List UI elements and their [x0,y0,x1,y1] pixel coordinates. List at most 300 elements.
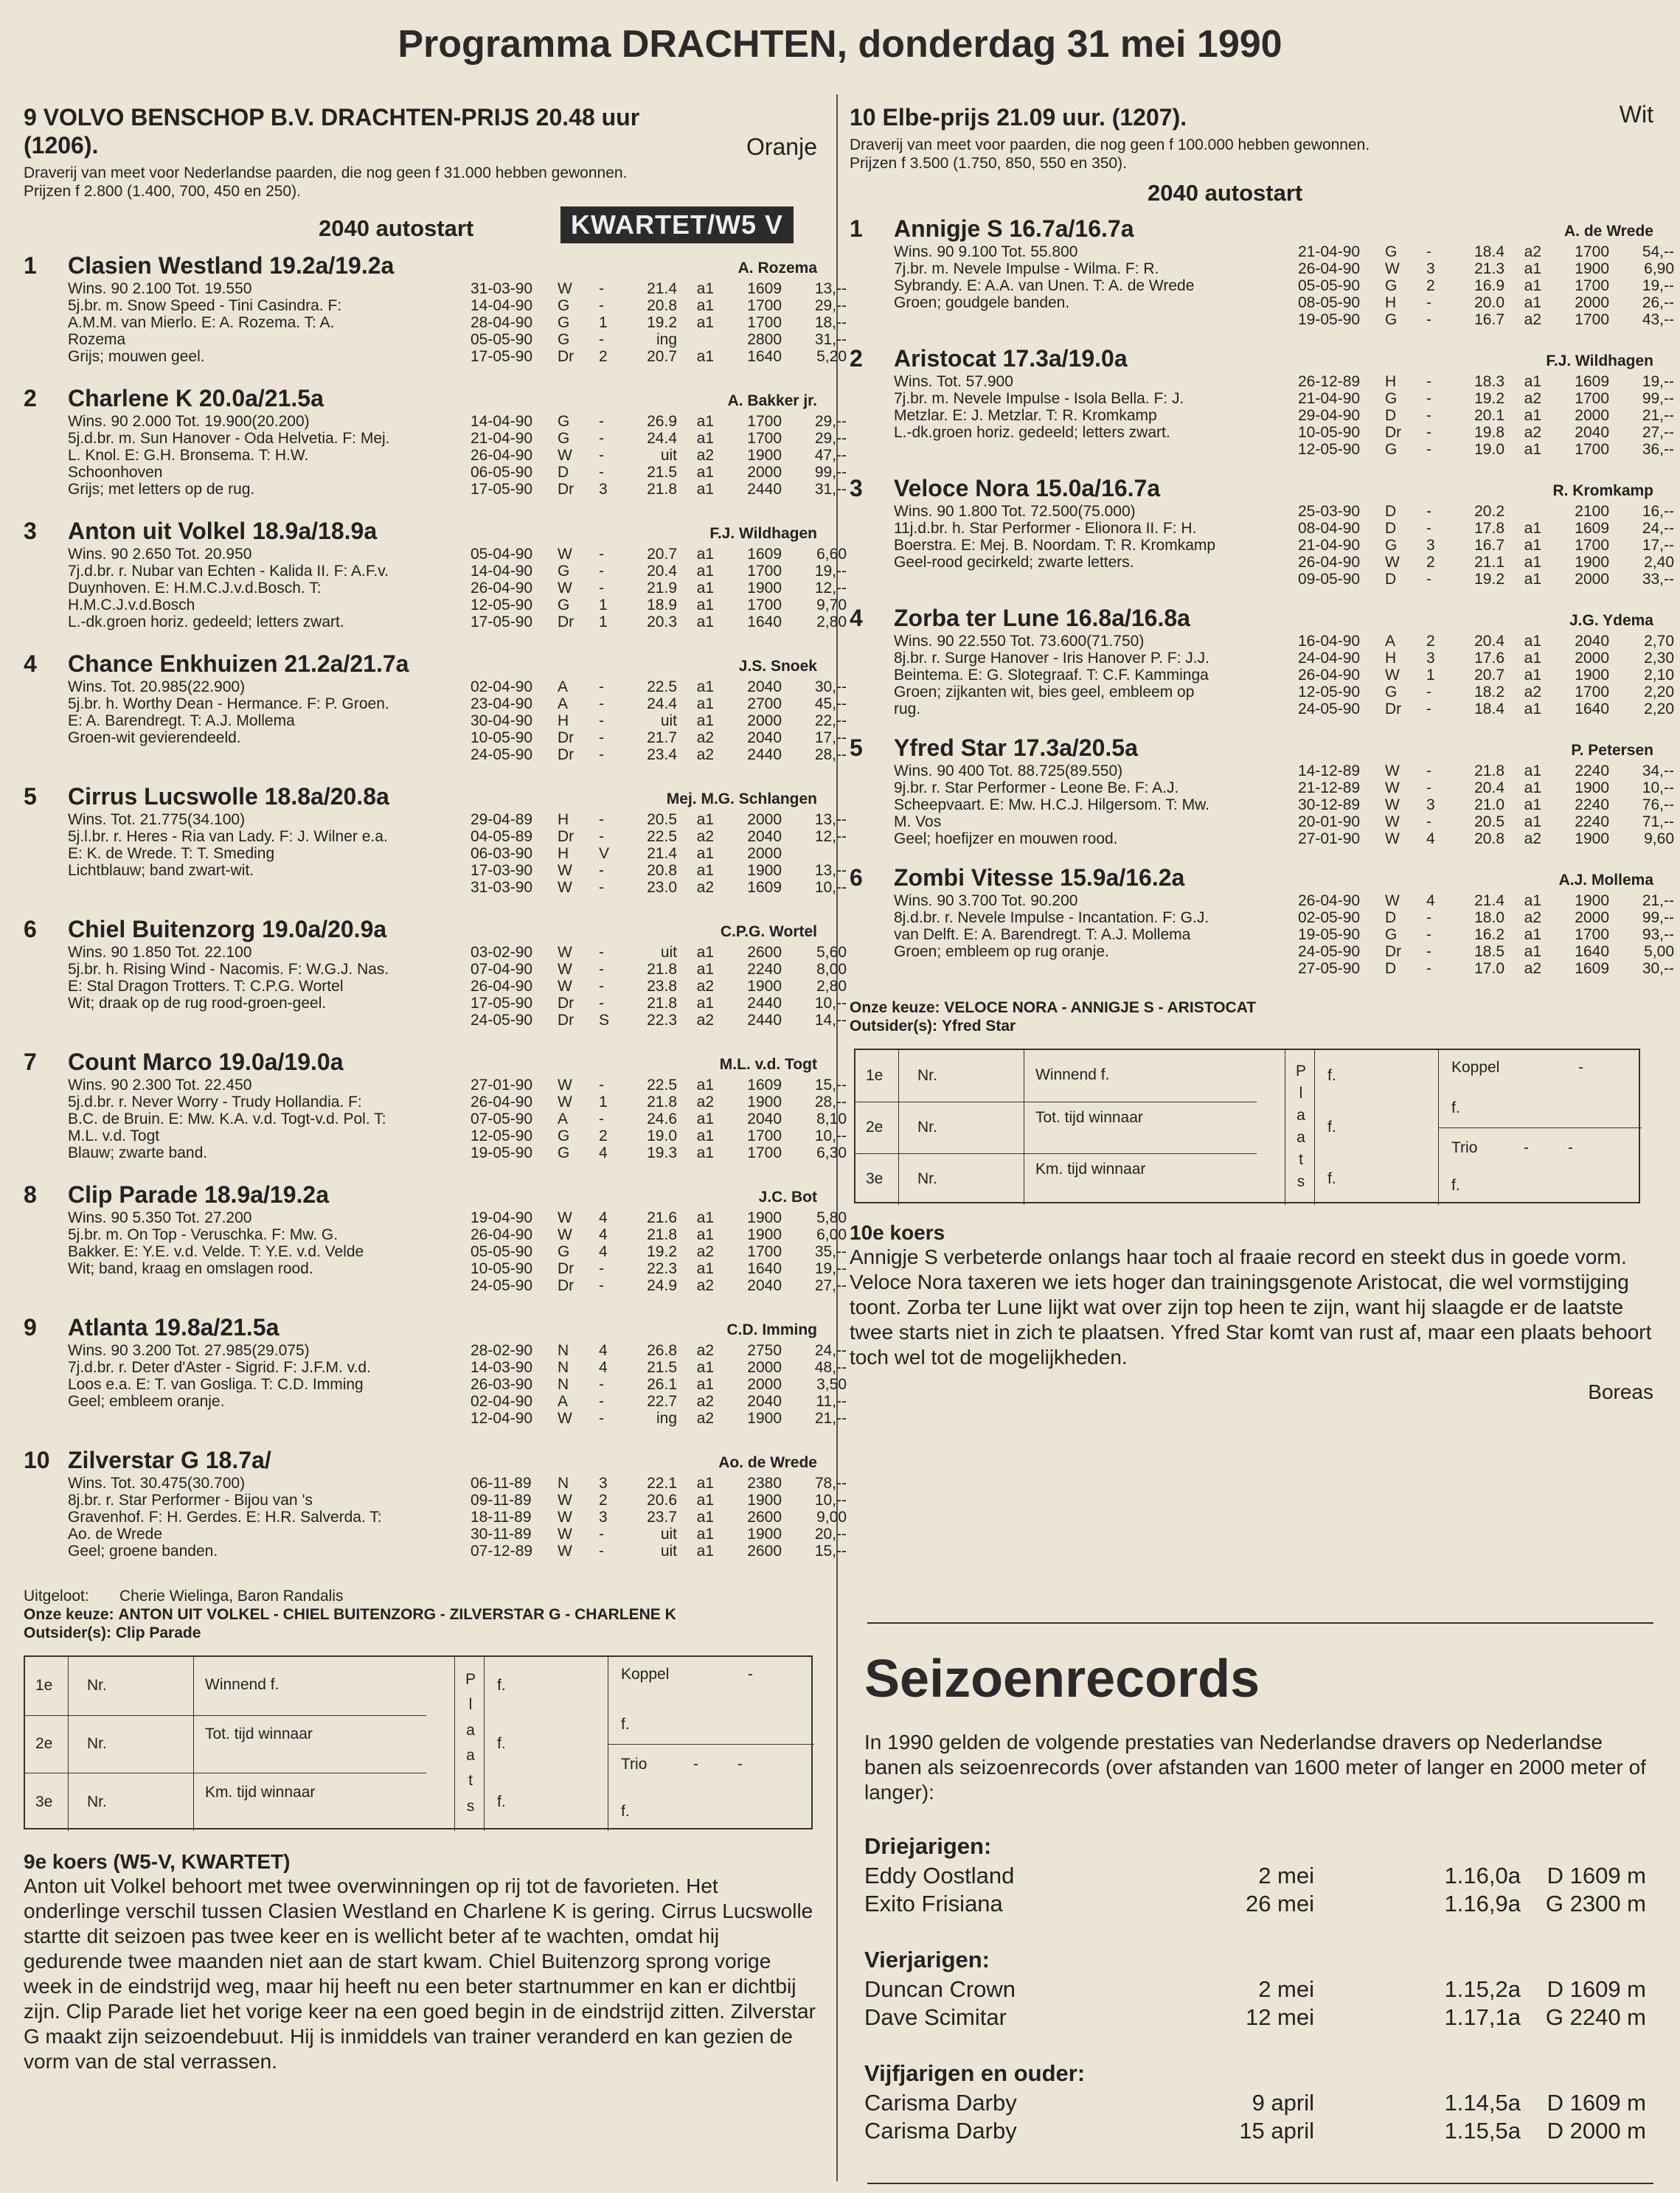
result-cell: - [599,430,604,447]
result-cell: 2100 [1575,503,1609,520]
record-meters: 1609 m [1569,1976,1646,2002]
result-cell: a2 [696,1094,714,1111]
result-cell: 21,-- [1642,892,1674,909]
result-cell: 6,60 [816,546,847,563]
result-cell: 76,-- [1642,796,1674,813]
horse-info-line: L.-dk.groen horiz. gedeeld; letters zwart. [68,614,344,630]
result-cell: 99,-- [1642,390,1674,407]
result-row [471,348,847,365]
result-cell: 05-04-90 [471,546,533,563]
plaats-letter: t [1299,1151,1303,1168]
result-cell: 19-05-90 [471,1144,533,1161]
horse-info-line: Wins. Tot. 57.900 [894,373,1013,390]
result-cell: 2 [1426,633,1435,650]
result-cell: 19,-- [1642,373,1674,390]
result-cell: a1 [696,314,714,331]
box-row-line [25,1715,426,1716]
result-cell: 26-04-90 [471,1094,533,1111]
result-cell: - [1426,684,1431,701]
record-distance [1521,2004,1646,2031]
horse-info-line: 8j.br. r. Star Performer - Bijou van 's [68,1492,313,1509]
result-cell: 05-05-90 [471,331,533,348]
result-row [1298,503,1674,520]
result-cell: a1 [1524,926,1541,943]
trio-label: Trio [1451,1139,1478,1156]
result-cell: 1700 [747,413,782,430]
result-cell: 2380 [747,1475,782,1492]
record-time: 1.15,2a [1444,1976,1521,2002]
record-category: Vierjarigen: [864,1947,990,1973]
result-cell: 26-12-89 [1298,373,1361,390]
horse-info-line: Bakker. E: Y.E. v.d. Velde. T: Y.E. v.d. Velde [68,1243,364,1260]
result-row [1298,779,1674,796]
result-cell: 27-01-90 [471,1077,533,1094]
result-cell: 78,-- [814,1475,847,1492]
result-cell: 1900 [747,1410,782,1427]
result-cell: 6,30 [816,1144,847,1161]
result-row [1298,554,1674,571]
result-cell: 19.8 [1474,424,1504,441]
result-cell: a1 [696,430,714,447]
result-cell: 21.6 [647,1209,677,1226]
result-cell: 4 [599,1243,608,1260]
horse-driver: A. Rozema [737,260,817,277]
result-cell: 18.2 [1474,684,1504,701]
result-cell: - [1426,311,1431,328]
horse-name: Anton uit Volkel 18.9a/18.9a [68,518,378,544]
horse-entry [850,345,1674,468]
horse-results [471,1209,847,1294]
result-cell: Dr [558,348,575,365]
horse-number: 3 [850,475,863,501]
result-cell: a1 [696,297,714,314]
result-cell: 20.4 [1474,633,1504,650]
box-right-divider [1438,1127,1642,1128]
result-cell: 34,-- [1642,762,1674,779]
result-cell: 06-03-90 [471,845,533,862]
uitgeloot-label: Uitgeloot: [24,1588,89,1605]
horse-info-line: H.M.C.J.v.d.Bosch [68,597,195,614]
result-cell: 2600 [747,1509,782,1526]
horse-results [471,546,847,630]
horse-info-line: L.-dk.groen horiz. gedeeld; letters zwart. [894,424,1170,441]
result-cell: - [1426,294,1431,311]
record-meters: 2300 m [1569,1891,1646,1916]
result-row [1298,813,1674,830]
result-cell: 24,-- [814,1342,847,1359]
result-row [1298,926,1674,943]
result-cell: 06-11-89 [471,1475,532,1492]
result-cell: - [599,413,604,430]
result-cell: S [599,1012,610,1029]
result-cell: 20.4 [1474,779,1504,796]
horse-info-line: Blauw; zwarte band. [68,1144,208,1161]
record-track: D [1547,1863,1563,1888]
result-cell: a2 [696,1243,714,1260]
result-row [471,481,847,498]
result-cell: a1 [1524,667,1541,684]
result-cell: 24.4 [647,695,677,712]
result-cell: 29-04-90 [1298,407,1361,424]
result-cell: N [558,1359,569,1376]
record-time: 1.14,5a [1444,2090,1521,2116]
result-cell: 26-04-90 [1298,667,1361,684]
result-cell: Dr [558,1260,575,1277]
result-cell: 31-03-90 [471,280,533,297]
result-row [471,546,847,563]
race-9-title-line2: (1206). [24,132,99,159]
plaats-letter: a [466,1721,475,1739]
result-cell: a2 [1524,243,1541,260]
result-cell: a1 [1524,796,1541,813]
race-9-desc-line2: Prijzen f 2.800 (1.400, 700, 450 en 250). [24,183,301,200]
result-cell: 17-05-90 [471,348,533,365]
result-cell: 26-03-90 [471,1376,533,1393]
result-cell: - [1426,571,1431,588]
horse-info-line: Wins. 90 1.850 Tot. 22.100 [68,944,252,961]
horse-name: Aristocat 17.3a/19.0a [894,345,1128,372]
horse-info-line: Geel; hoefijzer en mouwen rood. [894,830,1118,847]
record-time: 1.16,9a [1444,1891,1521,1916]
horse-name: Atlanta 19.8a/21.5a [68,1314,280,1341]
result-cell: 29-04-89 [471,811,533,828]
horse-name: Chiel Buitenzorg 19.0a/20.9a [68,916,387,942]
result-cell: 1700 [747,297,782,314]
result-row [1298,243,1674,260]
result-cell: 16.9 [1474,277,1504,294]
result-cell: - [599,1277,604,1294]
result-cell: - [599,280,604,297]
horse-info-line: Wins. 90 2.100 Tot. 19.550 [68,280,252,297]
horse-entry [24,1314,847,1439]
horse-results [1298,762,1674,847]
koppel-f: f. [1451,1099,1460,1116]
result-row [471,961,847,978]
result-cell: 20.7 [647,348,677,365]
result-cell: a2 [1524,960,1541,977]
result-cell: - [599,862,604,879]
result-cell: 16.7 [1474,311,1504,328]
result-cell: G [558,1127,570,1144]
result-cell: 07-12-89 [471,1543,533,1560]
result-cell: 26,-- [1642,294,1674,311]
result-row [471,1012,847,1029]
result-cell: Dr [558,1012,575,1029]
box-plaats [462,1667,479,1819]
record-category: Driejarigen: [864,1833,992,1859]
horse-entry [850,215,1674,338]
horse-info-line: Wins. 90 2.300 Tot. 22.450 [68,1077,252,1094]
horse-info-line: 5j.br. h. Rising Wind - Nacomis. F: W.G.J. Nas. [68,961,389,978]
result-cell: H [1385,373,1397,390]
result-cell: 22.7 [647,1393,677,1410]
result-cell: 4 [599,1359,608,1376]
horse-name: Clip Parade 18.9a/19.2a [68,1181,329,1208]
result-row [471,1094,847,1111]
result-cell: W [558,1543,572,1560]
result-cell: - [599,1376,604,1393]
result-cell: 3 [1426,260,1435,277]
horse-info-line: Groen; zijkanten wit, bies geel, embleem op [894,684,1195,701]
result-cell: 21.8 [647,1094,677,1111]
result-cell: 20.4 [647,563,677,580]
result-cell: - [1426,503,1431,520]
result-cell: 13,-- [814,811,847,828]
result-cell: 2 [599,1127,608,1144]
record-meters: 2240 m [1569,2004,1646,2030]
horse-name: Zilverstar G 18.7a/ [68,1447,271,1473]
result-cell: 21-12-89 [1298,779,1361,796]
result-row [471,1209,847,1226]
result-cell: 13,-- [814,280,847,297]
result-cell: a2 [1524,424,1541,441]
result-cell: D [1385,960,1397,977]
box-rank: 2e [866,1119,884,1136]
result-cell: 2000 [747,464,782,481]
result-cell: 26.9 [647,413,677,430]
horse-info-line: Grijs; mouwen geel. [68,348,205,365]
horse-name: Cirrus Lucswolle 18.8a/20.8a [68,783,389,810]
result-cell: 3 [599,481,608,498]
horse-entry [24,650,847,776]
result-cell: A [558,1393,569,1410]
result-cell: 22.5 [647,1077,677,1094]
result-cell [782,845,847,862]
result-cell: W [1385,779,1400,796]
record-horse: Duncan Crown [864,1976,1016,2002]
result-cell: a1 [696,546,714,563]
result-cell: a1 [1524,260,1541,277]
result-cell: a1 [696,1475,714,1492]
horse-name: Clasien Westland 19.2a/19.2a [68,252,395,279]
result-cell: 23.4 [647,746,677,763]
result-cell: 43,-- [1642,311,1674,328]
result-cell: G [558,597,570,614]
result-cell: Dr [1385,424,1402,441]
result-cell: 17-03-90 [471,862,533,879]
horse-info-line: Wins. 90 5.350 Tot. 27.200 [68,1209,252,1226]
result-cell: a2 [696,1342,714,1359]
result-cell: 2,20 [1644,701,1674,717]
result-cell: 21,-- [1642,407,1674,424]
horse-results [471,413,847,498]
result-cell: 12-05-90 [1298,684,1361,701]
result-cell: 47,-- [814,447,847,464]
result-cell: 2000 [747,1376,782,1393]
horse-info-line: Wins. 90 3.700 Tot. 90.200 [894,892,1078,909]
result-cell: G [558,297,570,314]
result-cell: 2440 [747,1012,782,1029]
result-cell: 30,-- [814,678,847,695]
race-10-commentary-title: 10e koers [850,1221,945,1244]
result-row [471,1526,847,1543]
result-row [471,1243,847,1260]
box-col-line [898,1050,899,1205]
horse-driver: C.P.G. Wortel [720,923,817,940]
race-9-column [24,103,847,2074]
result-row [471,712,847,729]
result-cell: - [599,1111,604,1127]
result-row [1298,943,1674,960]
result-cell: 2240 [1575,813,1609,830]
result-cell: 19.2 [647,1243,677,1260]
result-cell: 17.6 [1474,650,1504,667]
result-row [471,1144,847,1161]
result-cell: 24-05-90 [471,746,533,763]
result-cell: 1640 [747,348,782,365]
result-cell: 4 [1426,830,1435,847]
horse-info-line: Wins. Tot. 20.985(22.900) [68,678,246,695]
result-cell: 1700 [747,1127,782,1144]
result-cell: 20.8 [647,297,677,314]
result-cell: W [558,862,572,879]
result-cell: 09-11-89 [471,1492,532,1509]
result-cell: 10-05-90 [471,729,533,746]
horse-entry [24,1181,847,1307]
koppel-f: f. [621,1716,630,1733]
record-row [864,1891,1646,1917]
result-row [471,314,847,331]
result-cell: - [599,331,604,348]
section-divider-bottom [867,2183,1653,2184]
result-row [471,1376,847,1393]
result-cell: 2040 [1575,424,1609,441]
result-cell: 26-04-90 [1298,260,1361,277]
result-cell: 12-04-90 [471,1410,533,1427]
result-cell: W [558,944,572,961]
result-cell: 2000 [1575,407,1609,424]
result-cell: 20.3 [647,614,677,630]
result-row [1298,909,1674,926]
result-cell: 9,60 [1644,830,1674,847]
horse-info-line: 7j.br. m. Nevele Impulse - Wilma. F: R. [894,260,1159,277]
horse-name: Count Marco 19.0a/19.0a [68,1049,344,1075]
result-cell: 99,-- [1642,909,1674,926]
result-cell: a1 [696,1260,714,1277]
result-cell: H [1385,294,1397,311]
result-row [471,1226,847,1243]
result-cell: 19,-- [814,1260,847,1277]
box-f: f. [1327,1170,1336,1187]
result-row [471,280,847,297]
result-row [471,678,847,695]
result-cell: 2000 [1575,571,1609,588]
result-cell: 21.4 [1474,892,1504,909]
box-col-line [68,1657,69,1831]
horse-driver: Mej. M.G. Schlangen [666,790,817,807]
result-cell: 1700 [1575,390,1609,407]
result-cell: 05-05-90 [471,1243,533,1260]
result-cell: 1609 [747,1077,782,1094]
record-date: 2 mei [1258,1976,1314,2002]
result-cell: 10,-- [814,879,847,896]
result-cell: 19.2 [1474,571,1504,588]
box-f: f. [1327,1067,1336,1084]
result-cell: a1 [696,280,714,297]
result-cell: a1 [696,961,714,978]
result-cell: a1 [696,464,714,481]
result-cell: 14-04-90 [471,563,533,580]
koppel-label: Koppel [621,1666,670,1683]
horse-info-line: Beintema. E: G. Slotegraaf. T: C.F. Kamminga [894,667,1209,684]
race-10-desc-line2: Prijzen f 3.500 (1.750, 850, 550 en 350). [850,155,1127,172]
record-horse: Dave Scimitar [864,2004,1007,2030]
result-row [1298,424,1674,441]
result-cell: a2 [696,828,714,845]
result-row [1298,684,1674,701]
result-cell: 14-12-89 [1298,762,1361,779]
result-row [1298,260,1674,277]
result-cell: 1900 [1575,554,1609,571]
result-cell: 2440 [747,995,782,1012]
result-cell: 99,-- [814,464,847,481]
result-cell: 18.5 [1474,943,1504,960]
result-cell: 1900 [1575,830,1609,847]
result-cell: 1640 [1575,943,1609,960]
horse-info-line: Wins. 90 400 Tot. 88.725(89.550) [894,762,1123,779]
result-cell: 08-04-90 [1298,520,1361,537]
result-cell: 18.4 [1474,701,1504,717]
result-cell: A [558,678,569,695]
horse-driver: Ao. de Wrede [718,1454,817,1471]
plaats-letter: l [468,1696,473,1714]
result-cell: 29,-- [814,430,847,447]
result-cell: - [1426,926,1431,943]
result-cell: 1640 [747,1260,782,1277]
result-cell: 54,-- [1642,243,1674,260]
horse-entry [24,916,847,1041]
result-cell: a1 [696,1111,714,1127]
result-cell [1504,503,1541,520]
result-cell: 27-01-90 [1298,830,1361,847]
result-cell: 20.1 [1474,407,1504,424]
result-cell: 36,-- [1642,441,1674,458]
race-10-autostart: 2040 autostart [1148,180,1303,206]
horse-entry [850,734,1674,857]
horse-info-line: Schoonhoven [68,464,163,481]
result-cell: 3 [1426,796,1435,813]
record-distance [1521,1976,1646,2003]
result-cell: 21-04-90 [1298,537,1361,554]
result-cell: 31-03-90 [471,879,533,896]
result-cell: 17-05-90 [471,481,533,498]
horse-name: Annigje S 16.7a/16.7a [894,215,1134,242]
race-10-color: Wit [1619,101,1653,128]
result-cell: 14,-- [814,1012,847,1029]
horse-info-line: Geel-rood gecirkeld; zwarte letters. [894,554,1134,571]
result-cell: 21.1 [1474,554,1504,571]
record-distance [1521,1891,1646,1917]
result-cell: 19.0 [647,1127,677,1144]
horse-results [471,811,847,896]
result-cell: 26-04-90 [1298,892,1361,909]
result-cell: W [558,280,572,297]
horse-info-line: Wins. 90 3.200 Tot. 27.985(29.075) [68,1342,310,1359]
koppel-label: Koppel [1451,1059,1500,1076]
horse-results [471,280,847,365]
horse-info-line: B.C. de Bruin. E: Mw. K.A. v.d. Togt-v.d. Pol. T: [68,1111,386,1127]
result-cell: 3 [599,1475,608,1492]
result-cell: W [558,580,572,597]
result-cell: 10,-- [1642,779,1674,796]
result-cell: G [1385,390,1398,407]
race-10-title-line1: 10 Elbe-prijs 21.09 uur. (1207). [850,104,1187,131]
result-cell: uit [660,944,677,961]
result-cell: 1900 [747,1094,782,1111]
result-cell: - [1426,960,1431,977]
result-cell: 1 [599,614,608,630]
result-cell: 28,-- [814,746,847,763]
